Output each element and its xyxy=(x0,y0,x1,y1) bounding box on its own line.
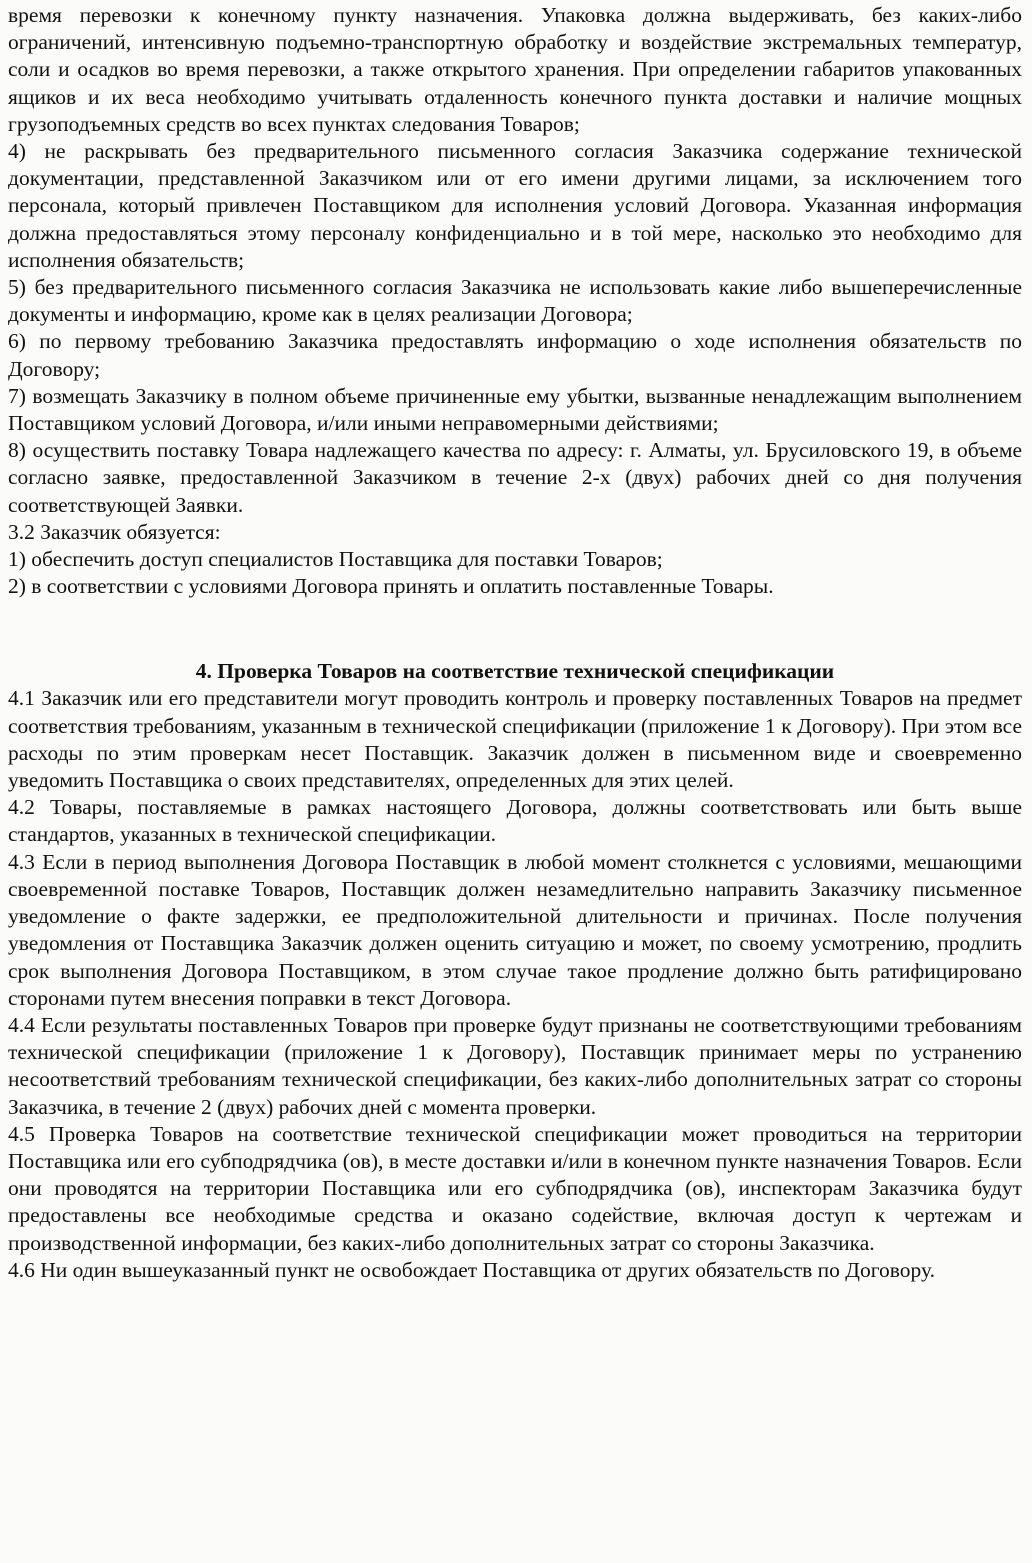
section-4-inspection xyxy=(8,657,1022,1283)
paragraph-packaging-continuation: время перевозки к конечному пункту назначения. Упаковка должна выдерживать, без каких-либо ограничений, интенсивную подъемно-транспортную обработку и воздействие экстремальных температур, соли и осадков во время перевозки, а также открытого хранения. При определении габаритов упакованных ящиков и их веса необходимо учитывать отдаленность конечного пункта доставки и наличие мощных грузоподъемных средств во всех пунктах следования Товаров; xyxy=(8,3,1022,136)
paragraph-clause-3-2: 3.2 Заказчик обязуется: xyxy=(8,519,221,544)
paragraph-clause-4-6: 4.6 Ни один вышеуказанный пункт не освобождает Поставщика от других обязательств по Договору. xyxy=(8,1257,935,1282)
paragraph-clause-4-5: 4.5 Проверка Товаров на соответствие технической спецификации может проводиться на территории Поставщика или его субподрядчика (ов), в месте доставки и/или в конечном пункте назначения Товаров. Если они проводятся на территории Поставщика или его субподрядчика (ов), инспекторам Заказчика будут предоставлены все необходимые средства и оказано содействие, включая доступ к чертежам и производственной информации, без каких-либо дополнительных затрат со стороны Заказчика. xyxy=(8,1121,1022,1255)
paragraph-item-3-1-6: 6) по первому требованию Заказчика предоставлять информацию о ходе исполнения обязательств по Договору; xyxy=(8,329,1022,381)
paragraph-clause-4-3: 4.3 Если в период выполнения Договора Поставщик в любой момент столкнется с условиями, мешающими своевременной поставке Товаров, Поставщик должен незамедлительно направить Заказчику письменное уведомление о факте задержки, ее предположительной длительности и причинах. После получения уведомления от Поставщика Заказчик должен оценить ситуацию и может, по своему усмотрению, продлить срок выполнения Договора Поставщиком, в этом случае такое продление должно быть ратифицировано сторонами путем внесения поправки в текст Договора. xyxy=(8,849,1022,1010)
paragraph-clause-4-2: 4.2 Товары, поставляемые в рамках настоящего Договора, должны соответствовать или быть выше стандартов, указанных в технической спецификации. xyxy=(8,795,1022,847)
paragraph-item-3-2-2: 2) в соответствии с условиями Договора принять и оплатить поставленные Товары. xyxy=(8,574,774,599)
paragraph-clause-4-1: 4.1 Заказчик или его представители могут проводить контроль и проверку поставленных Товаров на предмет соответствия требованиям, указанным в технической спецификации (приложение 1 к Договору). При этом все расходы по этим проверкам несет Поставщик. Заказчик должен в письменном виде и своевременно уведомить Поставщика о своих представителях, определенных для этих целей. xyxy=(8,686,1022,793)
section-spacer xyxy=(8,600,1022,657)
section-4-heading: 4. Проверка Товаров на соответствие технической спецификации xyxy=(195,659,835,684)
paragraph-clause-4-4: 4.4 Если результаты поставленных Товаров при проверке будут признаны не соответствующими требованиям технической спецификации (приложение 1 к Договору), Поставщик принимает меры по устранению несоответствий требованиям технической спецификации, без каких-либо дополнительных затрат со стороны Заказчика, в течение 2 (двух) рабочих дней с момента проверки. xyxy=(8,1012,1022,1119)
paragraph-item-3-1-5: 5) без предварительного письменного согласия Заказчика не использовать какие либо вышеперечисленные документы и информацию, кроме как в целях реализации Договора; xyxy=(8,275,1022,327)
paragraph-item-3-1-4: 4) не раскрывать без предварительного письменного согласия Заказчика содержание технической документации, представленной Заказчиком или от его имени другими лицами, за исключением того персонала, который привлечен Поставщиком для исполнения условий Договора. Указанная информация должна предоставляться этому персоналу конфиденциально и в той мере, насколько это необходимо для исполнения обязательств; xyxy=(8,139,1022,272)
section-3-obligations xyxy=(8,2,1022,600)
paragraph-item-3-2-1: 1) обеспечить доступ специалистов Поставщика для поставки Товаров; xyxy=(8,547,663,572)
paragraph-item-3-1-8: 8) осуществить поставку Товара надлежащего качества по адресу: г. Алматы, ул. Брусиловского 19, в объеме согласно заявке, предоставленной Заказчиком в течение 2-х (двух) рабочих дней со дня получения соответствующей Заявки. xyxy=(8,438,1022,517)
paragraph-item-3-1-7: 7) возмещать Заказчику в полном объеме причиненные ему убытки, вызванные ненадлежащим выполнением Поставщиком условий Договора, и/или иными неправомерными действиями; xyxy=(8,383,1022,436)
